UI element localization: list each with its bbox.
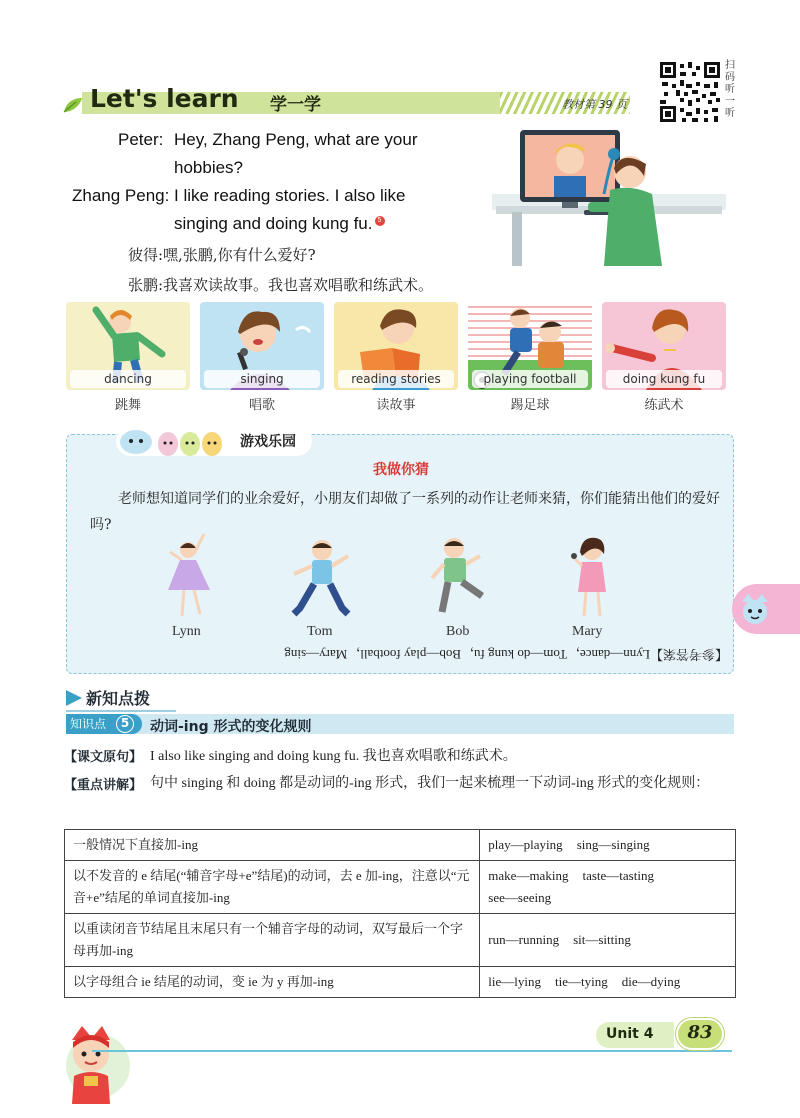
qr-code-icon[interactable] (658, 60, 722, 124)
rule-cell: 一般情况下直接加-ing (65, 830, 480, 861)
example: taste—tasting (582, 868, 654, 883)
ing-rules-table (64, 829, 736, 998)
table-row (65, 830, 736, 861)
kid-name-mary: Mary (572, 624, 603, 639)
page-number: 83 (687, 1022, 713, 1043)
table-row (65, 914, 736, 967)
dialogue-text: singing and doing kung fu. (174, 214, 373, 233)
dialogue-translation: 张鹏:我喜欢读故事。我也喜欢唱歌和练武术。 (128, 276, 434, 294)
hobby-card-doing-kung-fu (602, 302, 726, 390)
hobby-label-en: playing football (472, 370, 588, 388)
hobby-label-zh: 踢足球 (510, 398, 550, 413)
hobby-label-en: reading stories (338, 370, 454, 388)
hobby-label-en: dancing (70, 370, 186, 388)
dialogue-line: hobbies? (174, 158, 244, 177)
dialogue-line: Hey, Zhang Peng, what are your (174, 130, 418, 149)
cartoon-characters-icon (118, 424, 236, 458)
example: tie—tying (555, 974, 608, 989)
example: see—seeing (488, 890, 552, 905)
example: lie—lying (488, 974, 542, 989)
hobby-card-playing-football (468, 302, 592, 390)
knowledge-point-title: 动词-ing 形式的变化规则 (150, 719, 312, 735)
example: make—making (488, 868, 569, 883)
rule-cell: 以不发音的 e 结尾(“辅音字母+e”结尾)的动词，去 e 加-ing，注意以“元音+e”结尾的单词直接加-ing (65, 861, 480, 914)
examples-cell (480, 914, 736, 967)
examples-cell (480, 830, 736, 861)
hobby-label-zh: 跳舞 (114, 398, 141, 413)
hobby-label-zh: 读故事 (376, 398, 416, 413)
source-sentence-label: 【课文原句】 (64, 750, 143, 765)
mary-singing-illustration (566, 534, 616, 620)
section-title-zh: 学一学 (270, 95, 321, 115)
kid-name-tom: Tom (307, 624, 333, 639)
mascot-face-icon (738, 592, 772, 626)
arrow-right-icon (66, 690, 82, 706)
dialogue-line (174, 210, 385, 238)
hobby-card-singing (200, 302, 324, 390)
knowledge-point-number: 5 (116, 715, 134, 733)
table-row (65, 967, 736, 998)
example: play—playing (488, 837, 563, 852)
leaf-icon (62, 96, 84, 114)
kid-name-lynn: Lynn (172, 624, 201, 639)
lynn-dancing-illustration (160, 530, 220, 622)
textbook-page-ref: 教材第 39 页 (562, 98, 627, 111)
game-section-title: 游戏乐园 (240, 434, 296, 450)
examples-cell (480, 861, 736, 914)
example: sing—singing (576, 837, 650, 852)
dialogue-line: I like reading stories. I also like (174, 186, 406, 205)
video-call-illustration (492, 124, 726, 266)
hobby-label-en: doing kung fu (606, 370, 722, 388)
table-row (65, 861, 736, 914)
hobby-label-zh: 唱歌 (248, 398, 275, 413)
knowledge-point-marker: 5 (375, 216, 385, 226)
examples-cell (480, 967, 736, 998)
game-title: 我做你猜 (373, 462, 429, 478)
bob-football-illustration (424, 534, 494, 620)
example: run—running (488, 932, 560, 947)
source-sentence: I also like singing and doing kung fu. 我也喜欢唱歌和练武术。 (150, 749, 517, 764)
kid-name-bob: Bob (446, 624, 470, 639)
explanation-label: 【重点讲解】 (64, 778, 143, 793)
speaker-zhang-peng: Zhang Peng: (72, 186, 170, 205)
speaker-peter: Peter: (118, 130, 164, 149)
rule-cell: 以字母组合 ie 结尾的动词，变 ie 为 y 再加-ing (65, 967, 480, 998)
example: sit—sitting (573, 932, 631, 947)
game-description: 老师想知道同学们的业余爱好，小朋友们却做了一系列的动作让老师来猜，你们能猜出他们的爱好吗? (90, 491, 720, 533)
unit-label: Unit 4 (606, 1026, 654, 1042)
hobby-label-zh: 练武术 (644, 398, 684, 413)
hobby-card-dancing (66, 302, 190, 390)
scan-to-listen-label: 扫码听一听 (725, 60, 735, 119)
knowledge-point-tag: 知识点 (66, 714, 142, 734)
rule-cell: 以重读闭音节结尾且末尾只有一个辅音字母的动词，双写最后一个字母再加-ing (65, 914, 480, 967)
hobby-card-reading-stories (334, 302, 458, 390)
explanation-text: 句中 singing 和 doing 都是动词的-ing 形式，我们一起来梳理一下动词-ing 形式的变化规则： (150, 776, 710, 791)
reference-answer-upside-down: 【参考答案】Lynn—dance，Tom—do kung fu，Bob—play football，Mary—sing (284, 647, 728, 662)
tom-kung-fu-illustration (288, 536, 354, 620)
new-knowledge-title: 新知点拨 (86, 689, 151, 708)
footer-line (92, 1050, 732, 1052)
example: die—dying (621, 974, 681, 989)
dialogue-translation: 彼得:嘿,张鹏,你有什么爱好? (128, 246, 316, 264)
section-title: Let's learn (90, 84, 239, 113)
hobby-label-en: singing (204, 370, 320, 388)
mascot-boy-illustration (54, 1020, 130, 1104)
title-underline (66, 710, 176, 712)
